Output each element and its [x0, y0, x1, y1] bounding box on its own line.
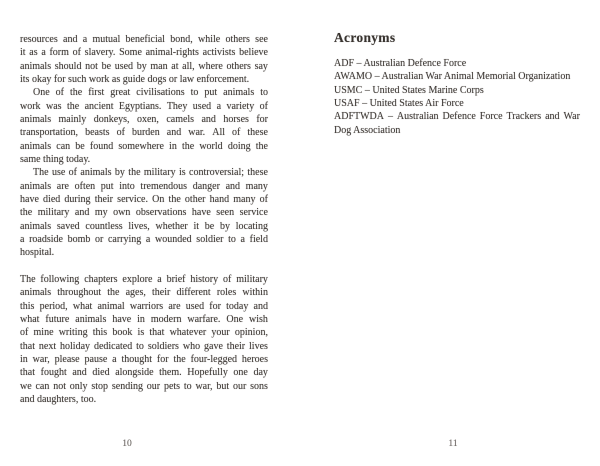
text-line: in war, please pause a thought for the four-legged heroes — [20, 353, 268, 365]
right-page — [334, 31, 580, 137]
paragraph — [20, 86, 268, 166]
text-line: animals saved countless lives, whether it be by locating — [20, 220, 268, 232]
text-line: we can not only stop sending our pets to war, but our sons — [20, 380, 268, 392]
text-line: animals can be found somewhere in the world doing the — [20, 140, 268, 152]
text-line: transportation, beasts of burden and war. All of these — [20, 127, 268, 139]
text-line: and daughters, too. — [20, 393, 97, 405]
text-line: hospital. — [20, 247, 55, 259]
paragraph — [20, 273, 268, 406]
acronym-line: ADF – Australian Defence Force — [334, 58, 467, 69]
left-page-body-text — [20, 33, 268, 406]
text-line: work was the ancient Egyptians. They used a variety of — [20, 100, 268, 112]
text-line: same thing today. — [20, 153, 91, 165]
paragraph — [20, 33, 268, 86]
text-line: animals should not be used by man at all, where others say — [20, 60, 268, 72]
text-line: The following chapters explore a brief history of military — [20, 273, 268, 285]
text-line: animals mainly donkeys, oxen, camels and horses for — [20, 113, 268, 125]
text-line: its okay for such work as guide dogs or law enforcement. — [20, 73, 250, 85]
text-line: it as a form of slavery. Some animal-rights activists believe — [20, 47, 268, 59]
acronyms-heading: Acronyms — [334, 30, 396, 45]
text-line: what future animals have in modern warfare. One wish — [20, 313, 268, 325]
page-number-left: 10 — [122, 439, 132, 449]
acronym-line: Dog Association — [334, 124, 401, 136]
text-line: of mine writing this book is that whatever your opinion, — [20, 327, 268, 339]
text-line: that fought and died alongside them. Hopefully one day — [20, 367, 268, 379]
paragraph — [20, 166, 268, 259]
text-line: the military and my own observations have seen service — [20, 207, 268, 219]
text-line: this period, what animal warriors are used for today and — [20, 300, 268, 312]
text-line: animals throughout the ages, their different roles within — [20, 287, 268, 299]
text-line: resources and a mutual beneficial bond, while others see — [20, 34, 268, 45]
text-line: One of the first great civilisations to put animals to — [33, 87, 268, 99]
text-line: animals are often put into tremendous danger and many — [20, 180, 268, 192]
acronym-line: USMC – United States Marine Corps — [334, 84, 484, 96]
text-line: a roadside bomb or carrying a wounded soldier to a field — [20, 233, 268, 245]
text-line: that next holiday dedicated to soldiers who gave their lives — [20, 340, 268, 352]
text-line: The use of animals by the military is controversial; these — [33, 167, 268, 179]
acronym-line: USAF – United States Air Force — [334, 97, 464, 109]
text-line: have died during their service. On the other hand many of — [20, 193, 268, 205]
acronym-list — [334, 57, 580, 137]
acronym-line: ADFTWDA – Australian Defence Force Trackers and War — [334, 111, 580, 123]
page-number-right: 11 — [448, 439, 458, 449]
acronym-line: AWAMO – Australian War Animal Memorial Organization — [334, 71, 571, 83]
